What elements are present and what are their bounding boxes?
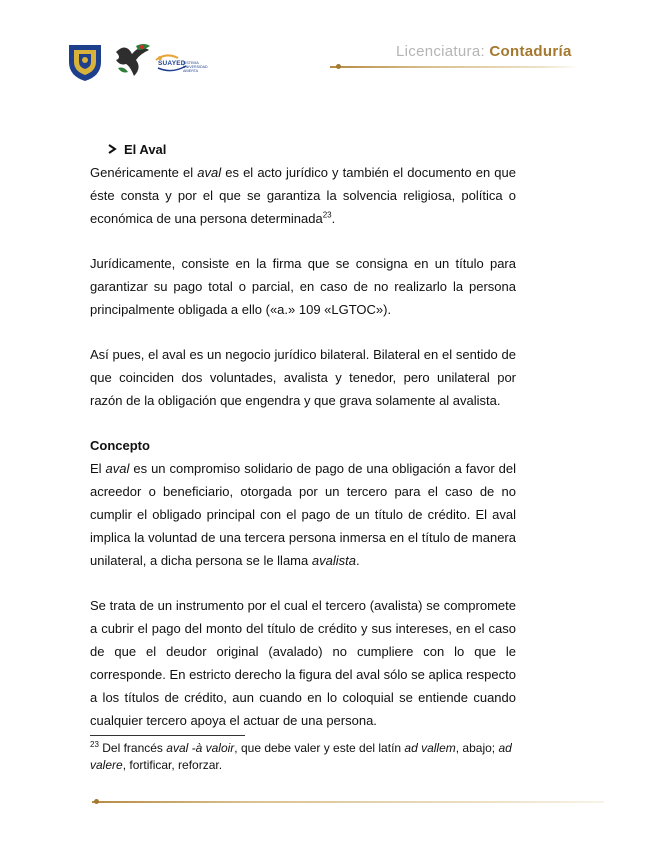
- unam-shield-icon: [66, 42, 104, 82]
- page-header: [0, 0, 655, 90]
- italic-term: ad valere: [90, 741, 512, 772]
- footnote: [90, 740, 520, 774]
- paragraph-instrument: Se trata de un instrumento por el cual el tercero (avalista) se compromete a cubrir el pago del monto del título de crédito y sus intereses, en el caso de que el deudor original (avalado) no cumpliere con lo que le corresponde. En estricto derecho la figura del aval sólo se aplica respecto a los títulos de crédito, aun cuando en lo coloquial se entiende cuando cualquier tercero apoya el actuar de una persona.: [90, 598, 516, 728]
- italic-term: aval: [197, 165, 222, 180]
- suayed-label: SUAYED: [158, 60, 186, 67]
- text-run: , abajo;: [455, 741, 499, 755]
- footnote-reference[interactable]: 23: [322, 210, 332, 220]
- header-title-prefix: Licenciatura:: [396, 43, 490, 60]
- chevron-right-icon: [108, 138, 124, 161]
- text-run: El: [90, 461, 106, 476]
- paragraph-generic-definition: [90, 161, 516, 230]
- footnote-number: 23: [90, 740, 99, 749]
- section-heading-concepto: Concepto: [90, 438, 150, 453]
- suayed-subtitle: SISTEMA UNIVERSIDAD ABIERTA: [183, 61, 208, 73]
- header-divider-dot: [336, 64, 341, 69]
- text-run: es un compromiso solidario de pago de una obligación a favor del acreedor o beneficiario, otorgada por un tercero para el caso de no cumplir el obligado principal con el pago de un título de crédito. El aval implica la voluntad de una tercera persona inmersa en el título de manera unilateral, a dicha persona se le llama: [90, 461, 516, 568]
- text-run: , fortificar, reforzar.: [122, 758, 223, 772]
- paragraph-legal-definition: Jurídicamente, consiste en la firma que se consigna en un título para garantizar su pago total o parcial, en caso de no realizarlo la persona principalmente obligada a ello («a.» 109 «LGTOC»).: [90, 256, 516, 317]
- footer-divider-dot: [94, 799, 99, 804]
- paragraph-concept: [90, 457, 516, 572]
- footnote-separator: [90, 735, 245, 736]
- fca-eagle-icon: [112, 40, 152, 80]
- text-run: .: [355, 553, 360, 568]
- footer-divider: [92, 801, 604, 803]
- section-heading-el-aval: [108, 138, 516, 161]
- text-run: , que debe valer y este del latín: [234, 741, 405, 755]
- document-body: [90, 138, 516, 732]
- text-run: Genéricamente el: [90, 165, 198, 180]
- italic-term: aval: [105, 461, 130, 476]
- section-heading-text: El Aval: [124, 142, 167, 157]
- header-title-career: Contaduría: [489, 43, 572, 60]
- italic-term: aval -à valoir: [166, 741, 235, 755]
- italic-term: ad vallem: [404, 741, 456, 755]
- italic-term: avalista: [311, 553, 356, 568]
- text-run: es el acto jurídico y también el documento en que éste consta y por el que se garantiza la solvencia religiosa, política o económica de una persona determinada: [90, 165, 516, 226]
- header-title: [396, 43, 572, 60]
- paragraph-bilateral: Así pues, el aval es un negocio jurídico bilateral. Bilateral en el sentido de que coinciden dos voluntades, avalista y tenedor, pero unilateral por razón de la obligación que engendra y que grava solamente al avalista.: [90, 347, 516, 408]
- text-run: Del francés: [98, 741, 167, 755]
- text-run: .: [331, 211, 336, 226]
- header-divider: [330, 66, 580, 68]
